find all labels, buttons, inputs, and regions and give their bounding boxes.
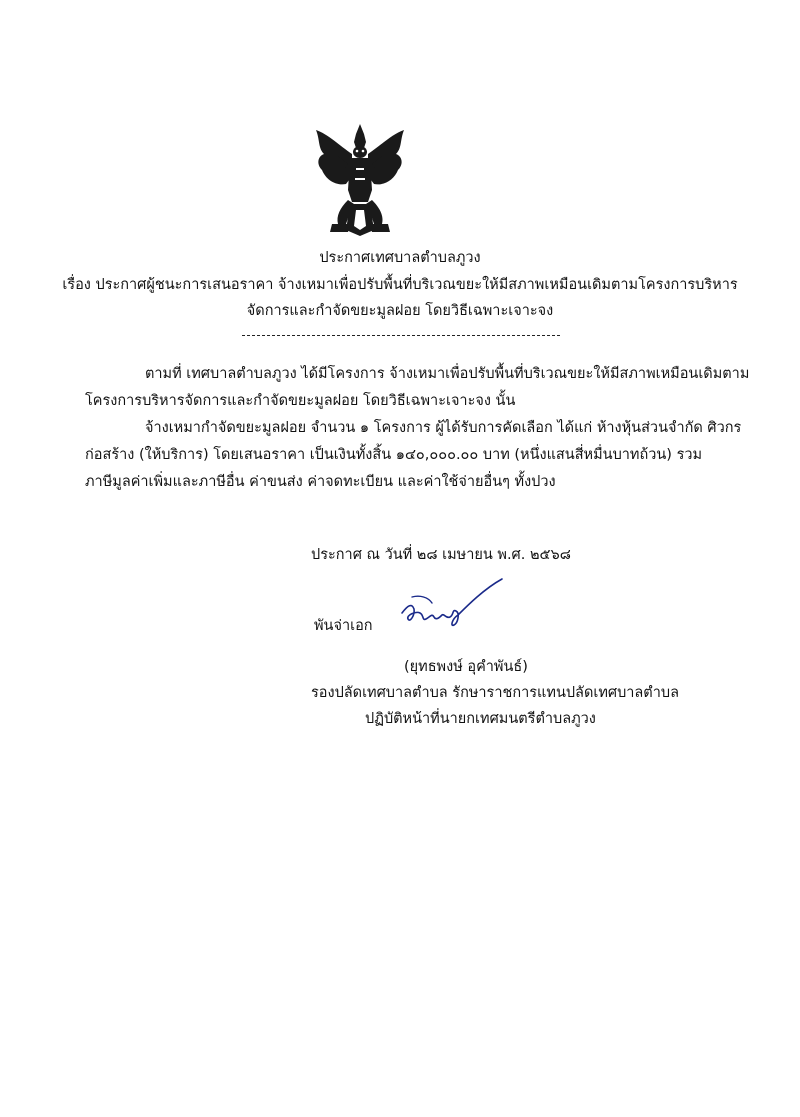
paragraph-2-line-3: ภาษีมูลค่าเพิ่มและภาษีอื่น ค่าขนส่ง ค่าจดทะเบียน และค่าใช้จ่ายอื่นๆ ทั้งปวง [85, 474, 556, 490]
subject-line-1: เรื่อง ประกาศผู้ชนะการเสนอราคา จ้างเหมาเพื่อปรับพื้นที่บริเวณขยะให้มีสภาพเหมือนเดิมตามโครงการบริหาร [62, 277, 738, 293]
paragraph-1-line-1: ตามที่ เทศบาลตำบลภูวง ได้มีโครงการ จ้างเหมาเพื่อปรับพื้นที่บริเวณขยะให้มีสภาพเหมือนเดิมตาม [145, 366, 750, 382]
subject-line-2: จัดการและกำจัดขยะมูลฝอย โดยวิธีเฉพาะเจาะจง [246, 303, 554, 319]
signer-name: (ยุทธพงษ์ อุคำพันธ์) [404, 659, 528, 675]
paragraph-2-line-2: ก่อสร้าง (ให้บริการ) โดยเสนอราคา เป็นเงินทั้งสิ้น ๑๔๐,๐๐๐.๐๐ บาท (หนึ่งแสนสี่หมื่นบาทถ้วน) รวม [85, 447, 703, 463]
paragraph-2-line-1: จ้างเหมากำจัดขยะมูลฝอย จำนวน ๑ โครงการ ผู้ได้รับการคัดเลือก ได้แก่ ห้างหุ้นส่วนจำกัด ศิวกร [145, 420, 742, 436]
signer-rank: พันจ่าเอก [314, 618, 373, 634]
signer-position-line-2: ปฏิบัติหน้าที่นายกเทศมนตรีตำบลภูวง [365, 711, 596, 727]
garuda-emblem-icon [310, 120, 410, 238]
divider [242, 335, 560, 336]
announcement-date: ประกาศ ณ วันที่ ๒๘ เมษายน พ.ศ. ๒๕๖๘ [311, 547, 571, 563]
signer-position-line-1: รองปลัดเทศบาลตำบล รักษาราชการแทนปลัดเทศบาลตำบล [311, 685, 679, 701]
signature-mark [398, 575, 508, 637]
issuer-title: ประกาศเทศบาลตำบลภูวง [319, 250, 481, 266]
paragraph-1-line-2: โครงการบริหารจัดการและกำจัดขยะมูลฝอย โดยวิธีเฉพาะเจาะจง นั้น [85, 393, 516, 409]
